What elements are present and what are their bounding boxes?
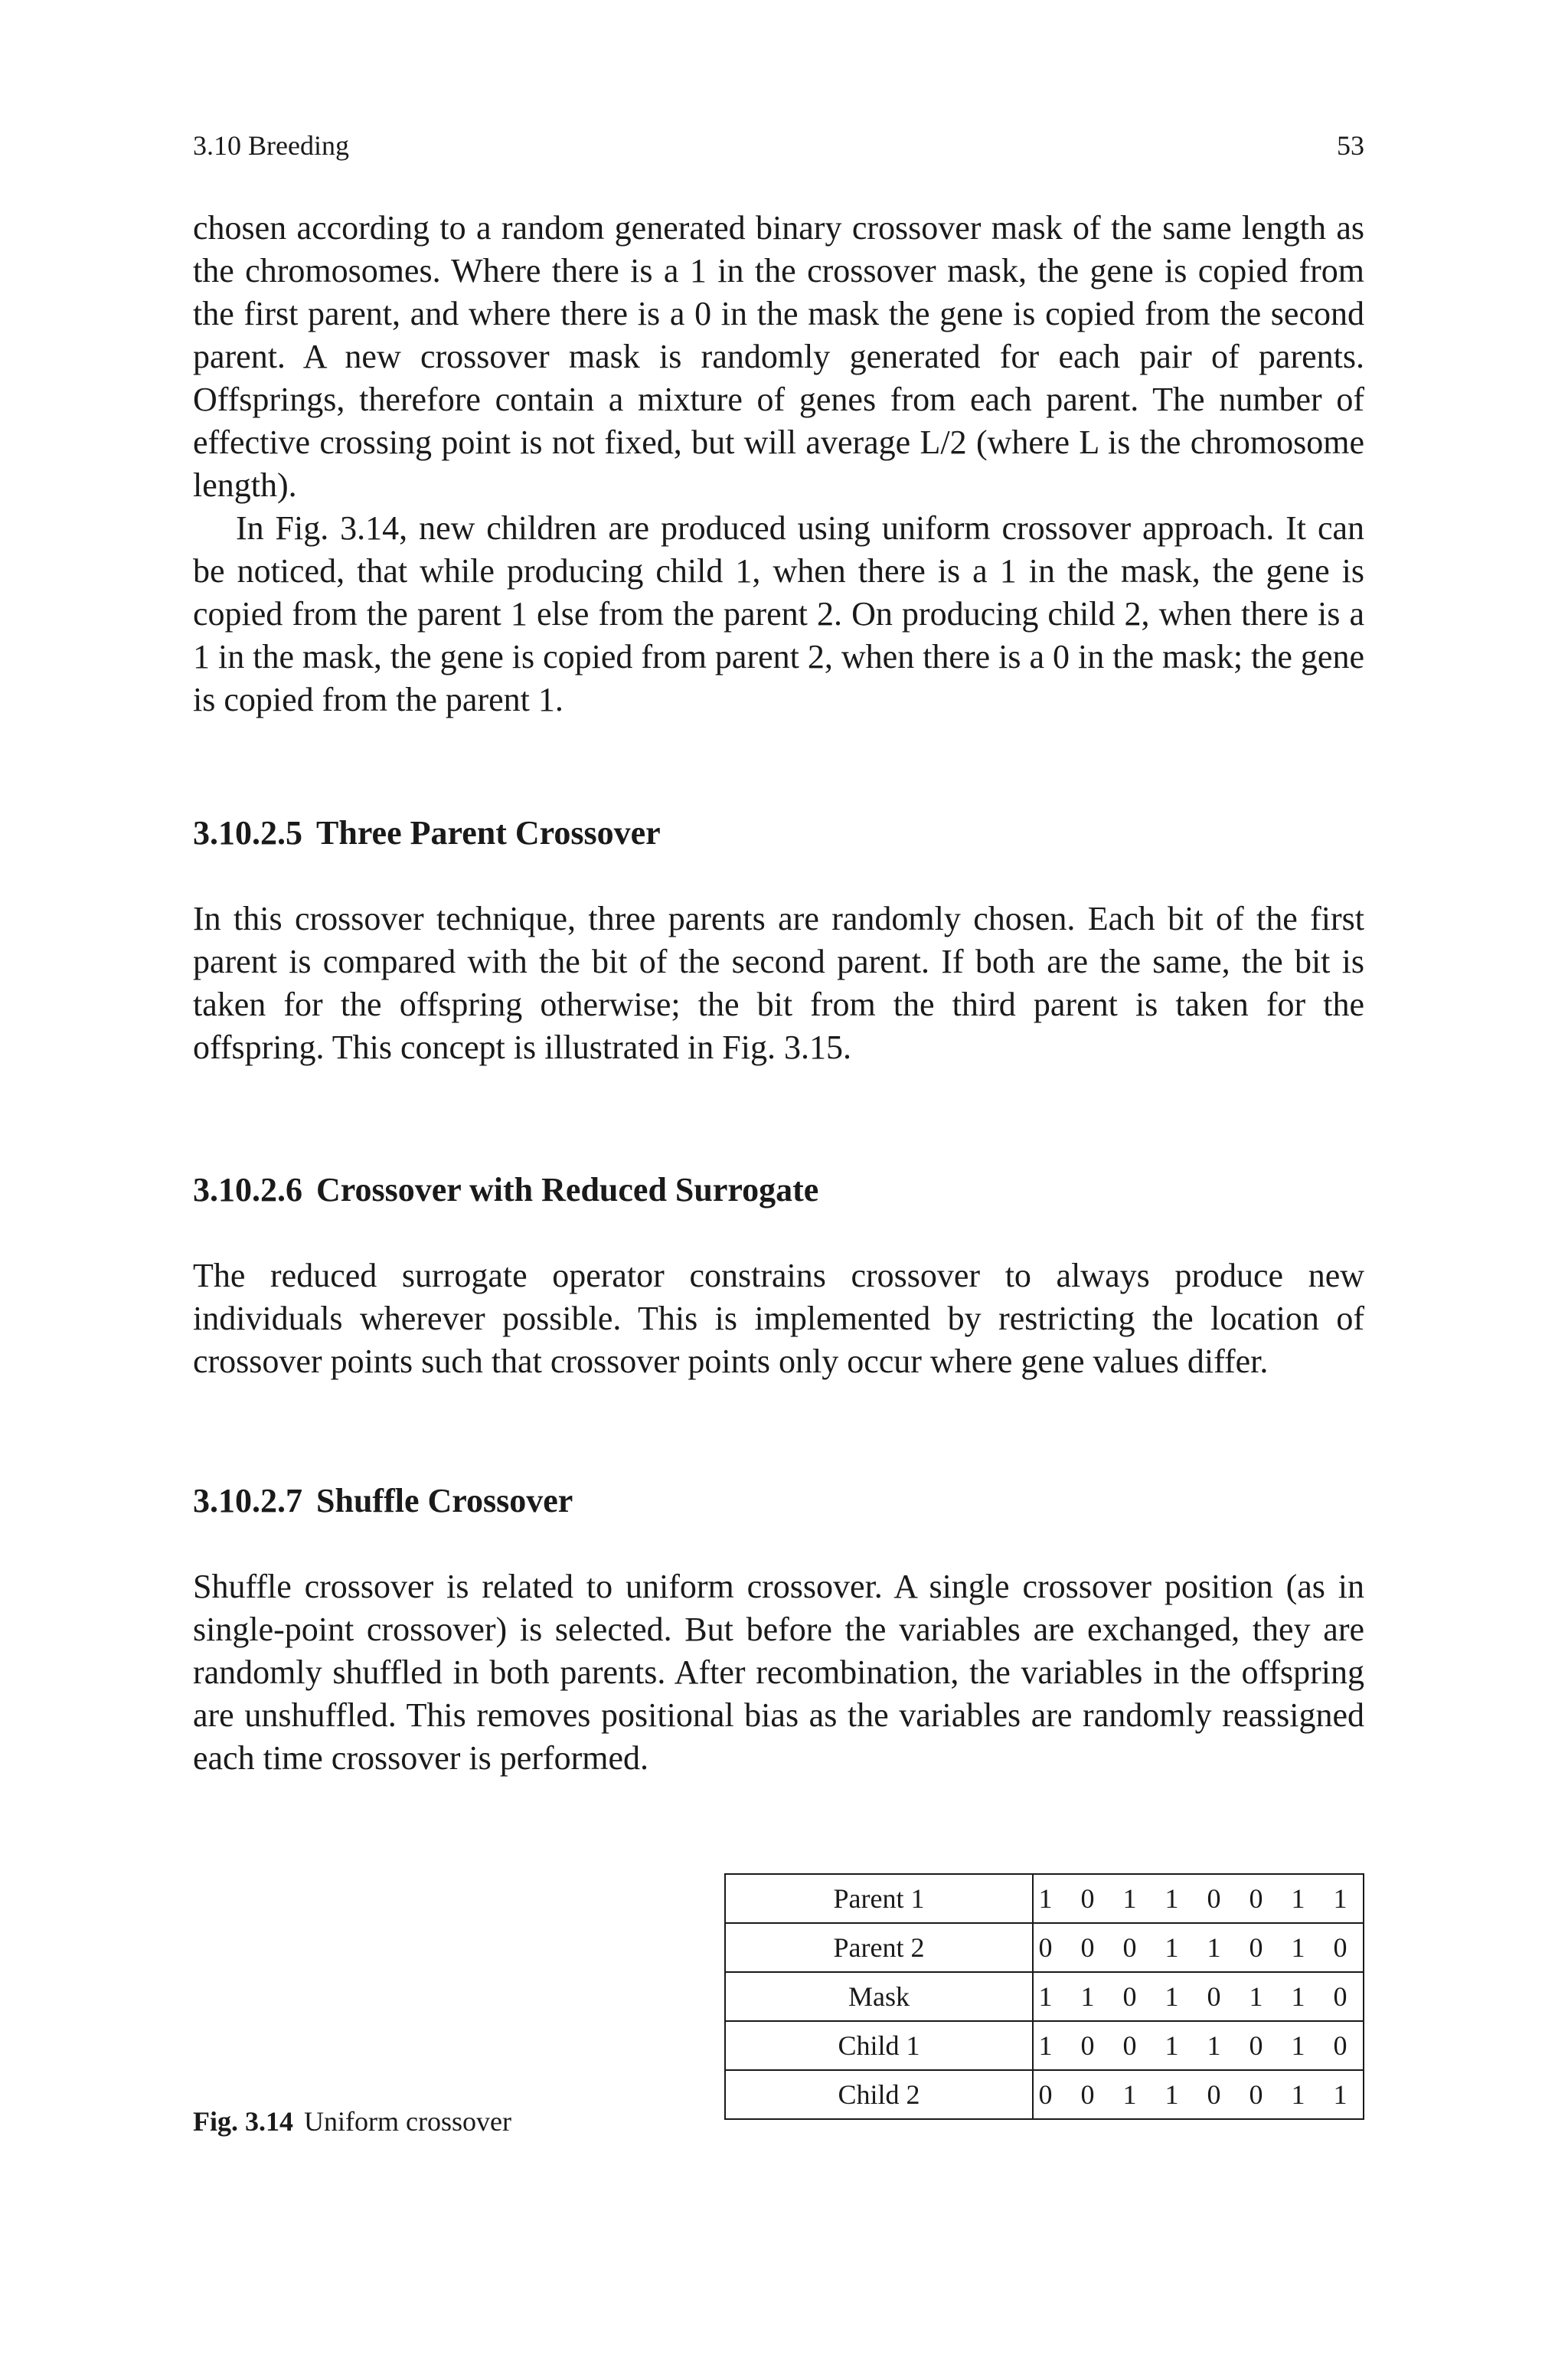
section-number: 3.10.2.5 bbox=[193, 814, 302, 852]
table-row bbox=[725, 2070, 1364, 2119]
table-row bbox=[725, 1874, 1364, 1923]
section-title: Crossover with Reduced Surrogate bbox=[316, 1171, 819, 1209]
row-label: Child 2 bbox=[725, 2070, 1033, 2119]
row-bits: 1 0 1 1 0 0 1 1 bbox=[1033, 1874, 1364, 1923]
section-title: Three Parent Crossover bbox=[316, 814, 661, 852]
section-heading-three-parent bbox=[193, 812, 1364, 855]
paragraph-fig-explanation: In Fig. 3.14, new children are produced using uniform crossover approach. It can be noticed, that while producing child 1, when there is a 1 in the mask, the gene is copied from the parent 1 else from the parent 2. On producing child 2, when there is a 1 in the mask, the gene is copied from parent 2, when there is a 0 in the mask; the gene is copied from the parent 1. bbox=[193, 509, 1364, 718]
section-heading-reduced-surrogate bbox=[193, 1169, 1364, 1212]
row-label: Child 1 bbox=[725, 2021, 1033, 2070]
table-row bbox=[725, 1923, 1364, 1972]
row-bits: 1 1 0 1 0 1 1 0 bbox=[1033, 1972, 1364, 2021]
page-number: 53 bbox=[1337, 130, 1364, 161]
row-bits: 0 0 1 1 0 0 1 1 bbox=[1033, 2070, 1364, 2119]
row-label: Mask bbox=[725, 1972, 1033, 2021]
section-number: 3.10.2.7 bbox=[193, 1482, 302, 1519]
row-label: Parent 1 bbox=[725, 1874, 1033, 1923]
paragraph-mask-description: chosen according to a random generated binary crossover mask of the same length as the chromosomes. Where there is a 1 in the crossover mask, the gene is copied from the first parent, and where there is a 0 in the mask the gene is copied from the second parent. A new crossover mask is randomly generated for each pair of parents. Offsprings, therefore contain a mixture of genes from each parent. The number of effective crossing point is not fixed, but will average L/2 (where L is the chromosome length). bbox=[193, 209, 1364, 504]
paragraph-three-parent: In this crossover technique, three parents are randomly chosen. Each bit of the first parent is compared with the bit of the second parent. If both are the same, the bit is taken for the offspring otherwise; the bit from the third parent is taken for the offspring. This concept is illustrated in Fig. 3.15. bbox=[193, 900, 1364, 1066]
figure-caption-text: Uniform crossover bbox=[304, 2106, 511, 2137]
table-row bbox=[725, 1972, 1364, 2021]
figure-caption bbox=[193, 2103, 511, 2140]
section-title: Shuffle Crossover bbox=[316, 1482, 573, 1519]
figure-label: Fig. 3.14 bbox=[193, 2106, 293, 2137]
row-bits: 0 0 0 1 1 0 1 0 bbox=[1033, 1923, 1364, 1972]
paragraph-shuffle: Shuffle crossover is related to uniform crossover. A single crossover position (as in single-point crossover) is selected. But before the variables are exchanged, they are randomly shuffled in both parents. After recombination, the variables in the offspring are unshuffled. This removes positional bias as the variables are randomly reassigned each time crossover is performed. bbox=[193, 1568, 1364, 1777]
running-head: 3.10 Breeding bbox=[193, 130, 349, 161]
paragraph-reduced-surrogate: The reduced surrogate operator constrains crossover to always produce new individuals wherever possible. This is implemented by restricting the location of crossover points such that crossover points only occur where gene values differ. bbox=[193, 1257, 1364, 1380]
table-row bbox=[725, 2021, 1364, 2070]
row-bits: 1 0 0 1 1 0 1 0 bbox=[1033, 2021, 1364, 2070]
row-label: Parent 2 bbox=[725, 1923, 1033, 1972]
section-heading-shuffle bbox=[193, 1480, 1364, 1523]
section-number: 3.10.2.6 bbox=[193, 1171, 302, 1209]
uniform-crossover-table bbox=[724, 1873, 1364, 2120]
